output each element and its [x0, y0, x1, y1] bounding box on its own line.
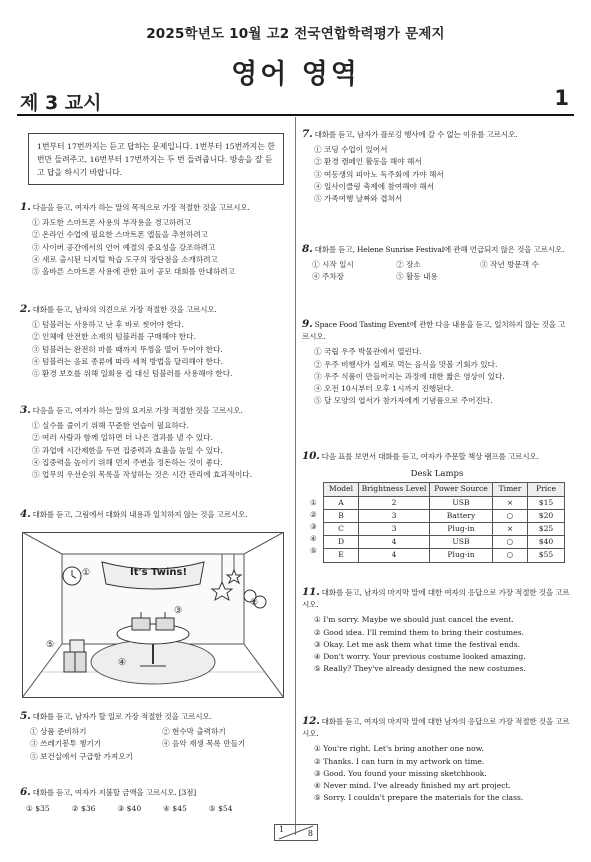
- table-cell: A: [324, 496, 359, 509]
- footer-page: 1: [279, 825, 285, 834]
- option[interactable]: ① 국립 우주 박물관에서 열린다.: [314, 347, 422, 357]
- table-header: Price: [528, 483, 565, 496]
- question-3: [20, 404, 286, 481]
- option[interactable]: ③ 작년 방문객 수: [480, 260, 539, 270]
- option[interactable]: ② Thanks. I can turn in my artwork on time.: [314, 756, 485, 766]
- option[interactable]: ⑤ Sorry. I couldn't prepare the materials for the class.: [314, 793, 524, 803]
- table-row[interactable]: [324, 509, 565, 522]
- option[interactable]: ① 시작 일시: [312, 260, 354, 270]
- option[interactable]: ② 온라인 수업에 필요한 스마트폰 앱들을 추천하려고: [32, 230, 209, 240]
- table-header: Power Source: [430, 483, 493, 496]
- option[interactable]: ④ 텀블러는 음료 종류에 따라 세척 방법을 달리해야 한다.: [32, 356, 223, 366]
- option[interactable]: ④ 집중력을 높이기 위해 먼저 주변을 정돈하는 것이 좋다.: [32, 457, 223, 467]
- option[interactable]: ④ Never mind. I've already finished my art project.: [314, 781, 511, 791]
- option[interactable]: ③ Good. You found your missing sketchbook.: [314, 768, 487, 778]
- period-label: 제 3 교시: [20, 92, 102, 114]
- desk-lamp-table: [323, 482, 565, 562]
- marker-5[interactable]: ⑤: [46, 640, 55, 650]
- table-cell: $40: [528, 536, 565, 549]
- option[interactable]: ③ Okay. Let me ask them what time the festival ends.: [314, 639, 521, 649]
- option[interactable]: ④ 일사이클링 축제에 참여해야 해서: [314, 181, 434, 191]
- question-stem: 다음을 듣고, 여자가 하는 말의 목적으로 가장 적절한 것을 고르시오.: [32, 203, 250, 212]
- question-number: 1.: [20, 201, 31, 213]
- option[interactable]: ⑤ 가족여행 날짜와 겹쳐서: [314, 194, 403, 204]
- table-cell: E: [324, 549, 359, 562]
- option[interactable]: ② 현수막 출력하기: [162, 727, 226, 737]
- option[interactable]: ① 코딩 수업이 있어서: [314, 145, 388, 155]
- option[interactable]: ④ Don't worry. Your previous costume looked amazing.: [314, 652, 526, 662]
- question-stem: 다음을 듣고, 여자가 하는 말의 요지로 가장 적절한 것을 고르시오.: [32, 406, 243, 415]
- table-header: Model: [324, 483, 359, 496]
- table-cell: ○: [493, 549, 528, 562]
- listening-notice: 1번부터 17번까지는 듣고 답하는 문제입니다. 1번부터 15번까지는 한 번만 들려주고, 16번부터 17번까지는 두 번 들려줍니다. 방송을 잘 듣고 답을 하시기 바랍니다.: [28, 133, 284, 185]
- question-stem: 대화를 듣고, 남자가 할 일로 가장 적절한 것을 고르시오.: [32, 712, 212, 721]
- table-header: Brightness Level: [359, 483, 430, 496]
- table-cell: C: [324, 523, 359, 536]
- exam-title: 2025학년도 10월 고2 전국연합학력평가 문제지: [146, 26, 445, 42]
- question-stem: 대화를 듣고, Helene Sunrise Festival에 관해 언급되지 않은 것을 고르시오.: [314, 245, 565, 254]
- banner-text: It's Twins!: [130, 567, 188, 578]
- table-cell: Plug-in: [430, 523, 493, 536]
- option[interactable]: ② 장소: [396, 260, 421, 270]
- question-11: [302, 586, 572, 675]
- table-cell: USB: [430, 536, 493, 549]
- column-divider: [295, 117, 296, 835]
- footer-total: 8: [307, 829, 313, 838]
- option[interactable]: ② 여러 사람과 함께 일하면 더 나은 결과를 낼 수 있다.: [32, 433, 213, 443]
- table-cell: USB: [430, 496, 493, 509]
- option[interactable]: ③ $40: [117, 804, 142, 814]
- question-number: 6.: [20, 786, 31, 798]
- row-number: ⑤: [310, 546, 317, 556]
- option[interactable]: ⑤ 달 모양의 엽서가 참가자에게 기념품으로 주어진다.: [314, 396, 493, 406]
- table-cell: Plug-in: [430, 549, 493, 562]
- option[interactable]: ② Good idea. I'll remind them to bring their costumes.: [314, 627, 524, 637]
- question-5: [20, 710, 286, 763]
- question-1: [20, 201, 286, 278]
- table-cell: 3: [359, 509, 430, 522]
- option[interactable]: ⑤ 환경 보호를 위해 일회용 컵 대신 텀블러를 사용해야 한다.: [32, 369, 233, 379]
- party-room-illustration: [22, 532, 284, 698]
- question-4: [20, 508, 286, 521]
- table-cell: $25: [528, 523, 565, 536]
- question-9: [302, 318, 572, 407]
- question-number: 2.: [20, 303, 31, 315]
- question-7: [302, 128, 572, 205]
- option[interactable]: ④ 새로 출시된 디지털 학습 도구의 장단점을 소개하려고: [32, 254, 218, 264]
- question-stem: 대화를 듣고, 남자의 마지막 말에 대한 여자의 응답으로 가장 적절한 것을 고르시오.: [302, 588, 570, 610]
- option[interactable]: ③ 여동생의 피아노 독주회에 가야 해서: [314, 169, 444, 179]
- table-cell: $55: [528, 549, 565, 562]
- option[interactable]: ③ 쓰레기봉투 챙기기: [30, 739, 102, 749]
- marker-2[interactable]: ②: [250, 598, 259, 608]
- option[interactable]: ② 환경 캠페인 활동을 해야 해서: [314, 157, 422, 167]
- table-header: Timer: [493, 483, 528, 496]
- question-stem: 대화를 듣고, 그림에서 대화의 내용과 일치하지 않는 것을 고르시오.: [32, 510, 248, 519]
- page-footer: [274, 824, 318, 841]
- row-number: ④: [310, 534, 317, 544]
- table-title: Desk Lamps: [410, 469, 464, 480]
- option[interactable]: ① $35: [26, 804, 50, 814]
- row-number: ①: [310, 498, 317, 508]
- table-cell: D: [324, 536, 359, 549]
- option[interactable]: ① I'm sorry. Maybe we should just cancel the event.: [314, 615, 514, 625]
- question-number: 9.: [302, 318, 313, 330]
- option[interactable]: ② 인체에 안전한 소재의 텀블러를 구매해야 한다.: [32, 332, 196, 342]
- option[interactable]: ④ $45: [163, 804, 187, 814]
- question-stem: 대화를 듣고, 여자가 지불할 금액을 고르시오. [3점]: [32, 788, 197, 797]
- option[interactable]: ③ 사이버 공간에서의 언어 예절의 중요성을 강조하려고: [32, 242, 216, 252]
- question-number: 12.: [302, 715, 320, 727]
- table-cell: ×: [493, 523, 528, 536]
- option[interactable]: ② 우주 비행사가 실제로 먹는 음식을 맛볼 기회가 있다.: [314, 359, 498, 369]
- question-stem: 대화를 듣고, 여자의 마지막 말에 대한 남자의 응답으로 가장 적절한 것을 고르시오.: [302, 717, 570, 739]
- question-8: [302, 243, 572, 284]
- question-number: 11.: [302, 586, 320, 598]
- option[interactable]: ⑤ 업무의 우선순위 목록을 작성하는 것은 시간 관리에 효과적이다.: [32, 470, 253, 480]
- table-row[interactable]: [324, 536, 565, 549]
- question-6: [20, 786, 286, 815]
- option[interactable]: ③ 과업에 시간제한을 두면 집중력과 효율을 높일 수 있다.: [32, 445, 223, 455]
- table-row[interactable]: [324, 549, 565, 562]
- option[interactable]: ⑤ $54: [208, 804, 233, 814]
- table-cell: $20: [528, 509, 565, 522]
- question-number: 4.: [20, 508, 31, 520]
- marker-4[interactable]: ④: [118, 658, 127, 668]
- question-number: 7.: [302, 128, 313, 140]
- question-number: 8.: [302, 243, 313, 255]
- question-stem: 대화를 듣고, 남자가 플로깅 행사에 갈 수 없는 이유를 고르시오.: [314, 130, 518, 139]
- option[interactable]: ① 과도한 스마트폰 사용의 부작용을 경고하려고: [32, 218, 192, 228]
- question-stem: Space Food Tasting Event에 관한 다음 내용을 듣고, 일치하지 않는 것을 고르시오.: [302, 320, 566, 342]
- option[interactable]: ③ 우주 식품이 만들어지는 과정에 대한 짧은 영상이 있다.: [314, 371, 505, 381]
- table-cell: 4: [359, 549, 430, 562]
- option[interactable]: ⑤ 보건실에서 구급함 가져오기: [30, 751, 133, 761]
- option[interactable]: ④ 음악 재생 목록 만들기: [162, 739, 246, 749]
- option[interactable]: ① 텀블러는 사용하고 난 후 바로 씻어야 한다.: [32, 320, 184, 330]
- table-row[interactable]: [324, 496, 565, 509]
- table-cell: Battery: [430, 509, 493, 522]
- header-rule: [17, 114, 574, 116]
- option[interactable]: ② $36: [71, 804, 96, 814]
- question-2: [20, 303, 286, 380]
- table-cell: ○: [493, 509, 528, 522]
- table-cell: B: [324, 509, 359, 522]
- row-number: ②: [310, 510, 317, 520]
- question-number: 10.: [302, 450, 320, 462]
- option[interactable]: ③ 텀블러는 완전히 마를 때까지 뚜껑을 열어 두어야 한다.: [32, 344, 223, 354]
- question-10: [302, 450, 572, 563]
- option[interactable]: ④ 주차장: [312, 272, 345, 282]
- option[interactable]: ① 상품 준비하기: [30, 727, 87, 737]
- question-stem: 대화를 듣고, 남자의 의견으로 가장 적절한 것을 고르시오.: [32, 305, 217, 314]
- table-cell: 3: [359, 523, 430, 536]
- marker-1[interactable]: ①: [82, 568, 91, 578]
- question-number: 3.: [20, 404, 31, 416]
- question-stem: 다음 표를 보면서 대화를 듣고, 여자가 주문할 책상 램프를 고르시오.: [321, 452, 539, 461]
- option[interactable]: ① 실수를 줄이기 위해 꾸준한 연습이 필요하다.: [32, 421, 189, 431]
- table-cell: 2: [359, 496, 430, 509]
- page-number: 1: [554, 86, 569, 110]
- option[interactable]: ① You're right. Let's bring another one now.: [314, 744, 484, 754]
- option[interactable]: ⑤ 올바른 스마트폰 사용에 관한 표어 공모 대회를 안내하려고: [32, 267, 235, 277]
- table-cell: ○: [493, 536, 528, 549]
- table-row[interactable]: [324, 523, 565, 536]
- table-cell: $15: [528, 496, 565, 509]
- table-cell: ×: [493, 496, 528, 509]
- table-cell: 4: [359, 536, 430, 549]
- question-number: 5.: [20, 710, 31, 722]
- option[interactable]: ④ 오전 10시부터 오후 1시까지 진행된다.: [314, 384, 454, 394]
- question-12: [302, 715, 572, 804]
- row-number: ③: [310, 522, 317, 532]
- option[interactable]: ⑤ 활동 내용: [396, 272, 438, 282]
- option[interactable]: ⑤ Really? They've already designed the new costumes.: [314, 664, 526, 674]
- marker-3[interactable]: ③: [174, 606, 183, 616]
- subject-title: 영어 영역: [231, 59, 360, 90]
